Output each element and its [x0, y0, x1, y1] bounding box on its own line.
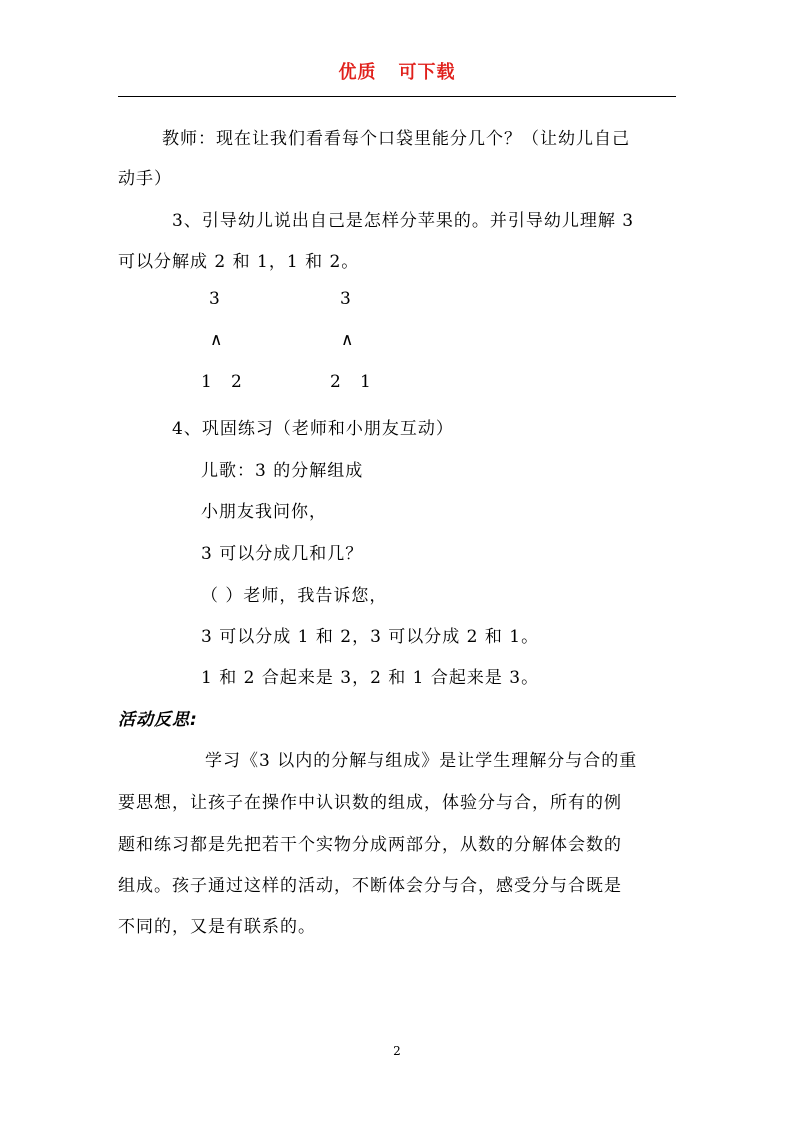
- paragraph-step3-line2: 可以分解成 2 和 1，1 和 2。: [118, 252, 360, 272]
- reflection-line: 不同的，又是有联系的。: [118, 917, 316, 937]
- paragraph-step4-title: 4、巩固练习（老师和小朋友互动）: [172, 419, 454, 439]
- diagram-right-branch: ∧: [341, 330, 354, 350]
- diagram-right-part-b: 1: [360, 372, 371, 392]
- header-text-quality: 优质: [338, 62, 377, 83]
- rhyme-line: （ ）老师，我告诉您，: [201, 586, 388, 606]
- reflection-line: 要思想，让孩子在操作中认识数的组成，体验分与合，所有的例: [118, 793, 622, 813]
- reflection-line: 题和练习都是先把若干个实物分成两部分，从数的分解体会数的: [118, 835, 622, 855]
- paragraph-teacher-line2: 动手）: [118, 169, 172, 189]
- page-header: [0, 58, 794, 84]
- rhyme-line: 3 可以分成几和几？: [201, 544, 364, 564]
- reflection-heading: 活动反思:: [118, 710, 198, 730]
- diagram-left-total: 3: [209, 289, 220, 309]
- paragraph-teacher-line1: 教师：现在让我们看看每个口袋里能分几个？（让幼儿自己: [162, 129, 630, 149]
- diagram-left-part-b: 2: [231, 372, 242, 392]
- rhyme-line: 3 可以分成 1 和 2，3 可以分成 2 和 1。: [201, 627, 540, 647]
- rhyme-line: 儿歌：3 的分解组成: [201, 461, 364, 481]
- diagram-right-part-a: 2: [330, 372, 341, 392]
- header-divider: [118, 96, 676, 97]
- reflection-line: 组成。孩子通过这样的活动，不断体会分与合，感受分与合既是: [118, 876, 622, 896]
- diagram-left-branch: ∧: [210, 330, 223, 350]
- header-text-download: 可下载: [398, 62, 456, 83]
- diagram-left-part-a: 1: [201, 372, 212, 392]
- rhyme-line: 小朋友我问你，: [201, 502, 327, 522]
- rhyme-line: 1 和 2 合起来是 3，2 和 1 合起来是 3。: [201, 668, 540, 688]
- paragraph-step3-line1: 3、引导幼儿说出自己是怎样分苹果的。并引导幼儿理解 3: [172, 211, 635, 231]
- page-number: 2: [393, 1044, 401, 1058]
- diagram-right-total: 3: [340, 289, 351, 309]
- reflection-line: 学习《3 以内的分解与组成》是让学生理解分与合的重: [205, 751, 638, 771]
